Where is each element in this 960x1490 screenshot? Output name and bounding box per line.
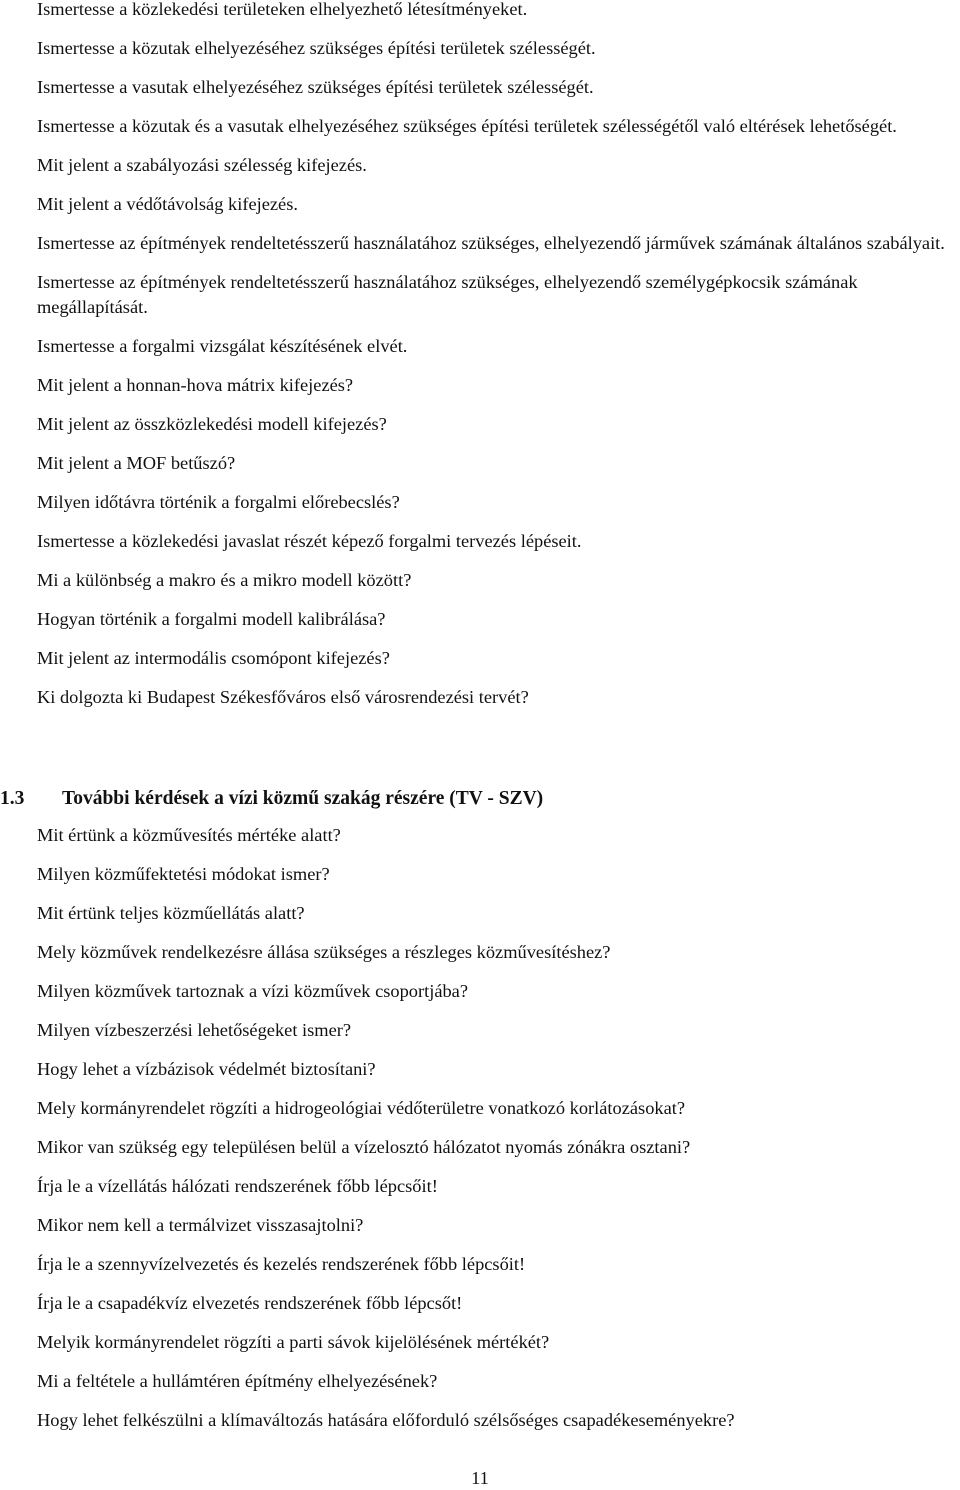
question-item: Írja le a vízellátás hálózati rendszerének főbb lépcsőit! [37,1176,438,1196]
question-item: Milyen közművek tartoznak a vízi közművek csoportjába? [37,981,469,1001]
question-item: Ismertesse az építmények rendeltetésszerű használatához szükséges, elhelyezendő járművek számának általános szabályait. [37,233,945,253]
question-item: Mit értünk teljes közműellátás alatt? [37,903,305,923]
question-item: Hogy lehet felkészülni a klímaváltozás hatására előforduló szélsőséges csapadékeseményekre? [37,1410,735,1430]
question-item: Milyen közműfektetési módokat ismer? [37,864,330,884]
question-item: Mit értünk a közművesítés mértéke alatt? [37,825,341,845]
question-item: Mit jelent az intermodális csomópont kifejezés? [37,648,390,668]
question-item: Mit jelent a védőtávolság kifejezés. [37,194,298,214]
question-item: Melyik kormányrendelet rögzíti a parti sávok kijelölésének mértékét? [37,1332,550,1352]
question-item: Mit jelent a honnan-hova mátrix kifejezés? [37,375,354,395]
page-number: 11 [471,1468,489,1488]
question-item: Mikor van szükség egy településen belül a vízelosztó hálózatot nyomás zónákra osztani? [37,1137,691,1157]
section-title: További kérdések a vízi közmű szakág részére (TV - SZV) [62,788,544,809]
question-item: Mikor nem kell a termálvizet visszasajtolni? [37,1215,364,1235]
section-number: 1.3 [0,788,25,809]
question-item: Ismertesse a forgalmi vizsgálat készítésének elvét. [37,336,408,356]
question-item: Ismertesse a közlekedési területeken elhelyezhető létesítményeket. [37,0,528,19]
question-list-transport [0,0,960,710]
question-item: Mely kormányrendelet rögzíti a hidrogeológiai védőterületre vonatkozó korlátozásokat? [37,1098,686,1118]
question-item: Mit jelent az összközlekedési modell kifejezés? [37,414,387,434]
question-item: Ismertesse a vasutak elhelyezéséhez szükséges építési területek szélességét. [37,77,594,97]
question-item: Hogyan történik a forgalmi modell kalibrálása? [37,609,386,629]
question-item: Ki dolgozta ki Budapest Székesfőváros első városrendezési tervét? [37,687,529,707]
question-item: Mely közművek rendelkezésre állása szükséges a részleges közművesítéshez? [37,942,611,962]
question-item: Ismertesse a közutak elhelyezéséhez szükséges építési területek szélességét. [37,38,596,58]
question-item: Mi a feltétele a hullámtéren építmény elhelyezésének? [37,1371,438,1391]
question-item: Írja le a csapadékvíz elvezetés rendszerének főbb lépcsőt! [37,1293,463,1313]
question-item: Milyen időtávra történik a forgalmi előrebecslés? [37,492,400,512]
question-item: Írja le a szennyvízelvezetés és kezelés rendszerének főbb lépcsőit! [37,1254,526,1274]
question-list-water-utility [0,823,960,1433]
question-item: Ismertesse a közlekedési javaslat részét képező forgalmi tervezés lépéseit. [37,531,582,551]
question-item: Ismertesse a közutak és a vasutak elhelyezéséhez szükséges építési területek szélességétől való eltérések lehetőségét. [37,116,897,136]
question-item: Mit jelent a MOF betűszó? [37,453,236,473]
question-item: Mi a különbség a makro és a mikro modell között? [37,570,412,590]
question-item: Hogy lehet a vízbázisok védelmét biztosítani? [37,1059,376,1079]
question-item: Milyen vízbeszerzési lehetőségeket ismer? [37,1020,352,1040]
question-item: Mit jelent a szabályozási szélesség kifejezés. [37,155,367,175]
question-item: Ismertesse az építmények rendeltetésszerű használatához szükséges, elhelyezendő személygépkocsik számának megállapítását. [37,272,858,317]
